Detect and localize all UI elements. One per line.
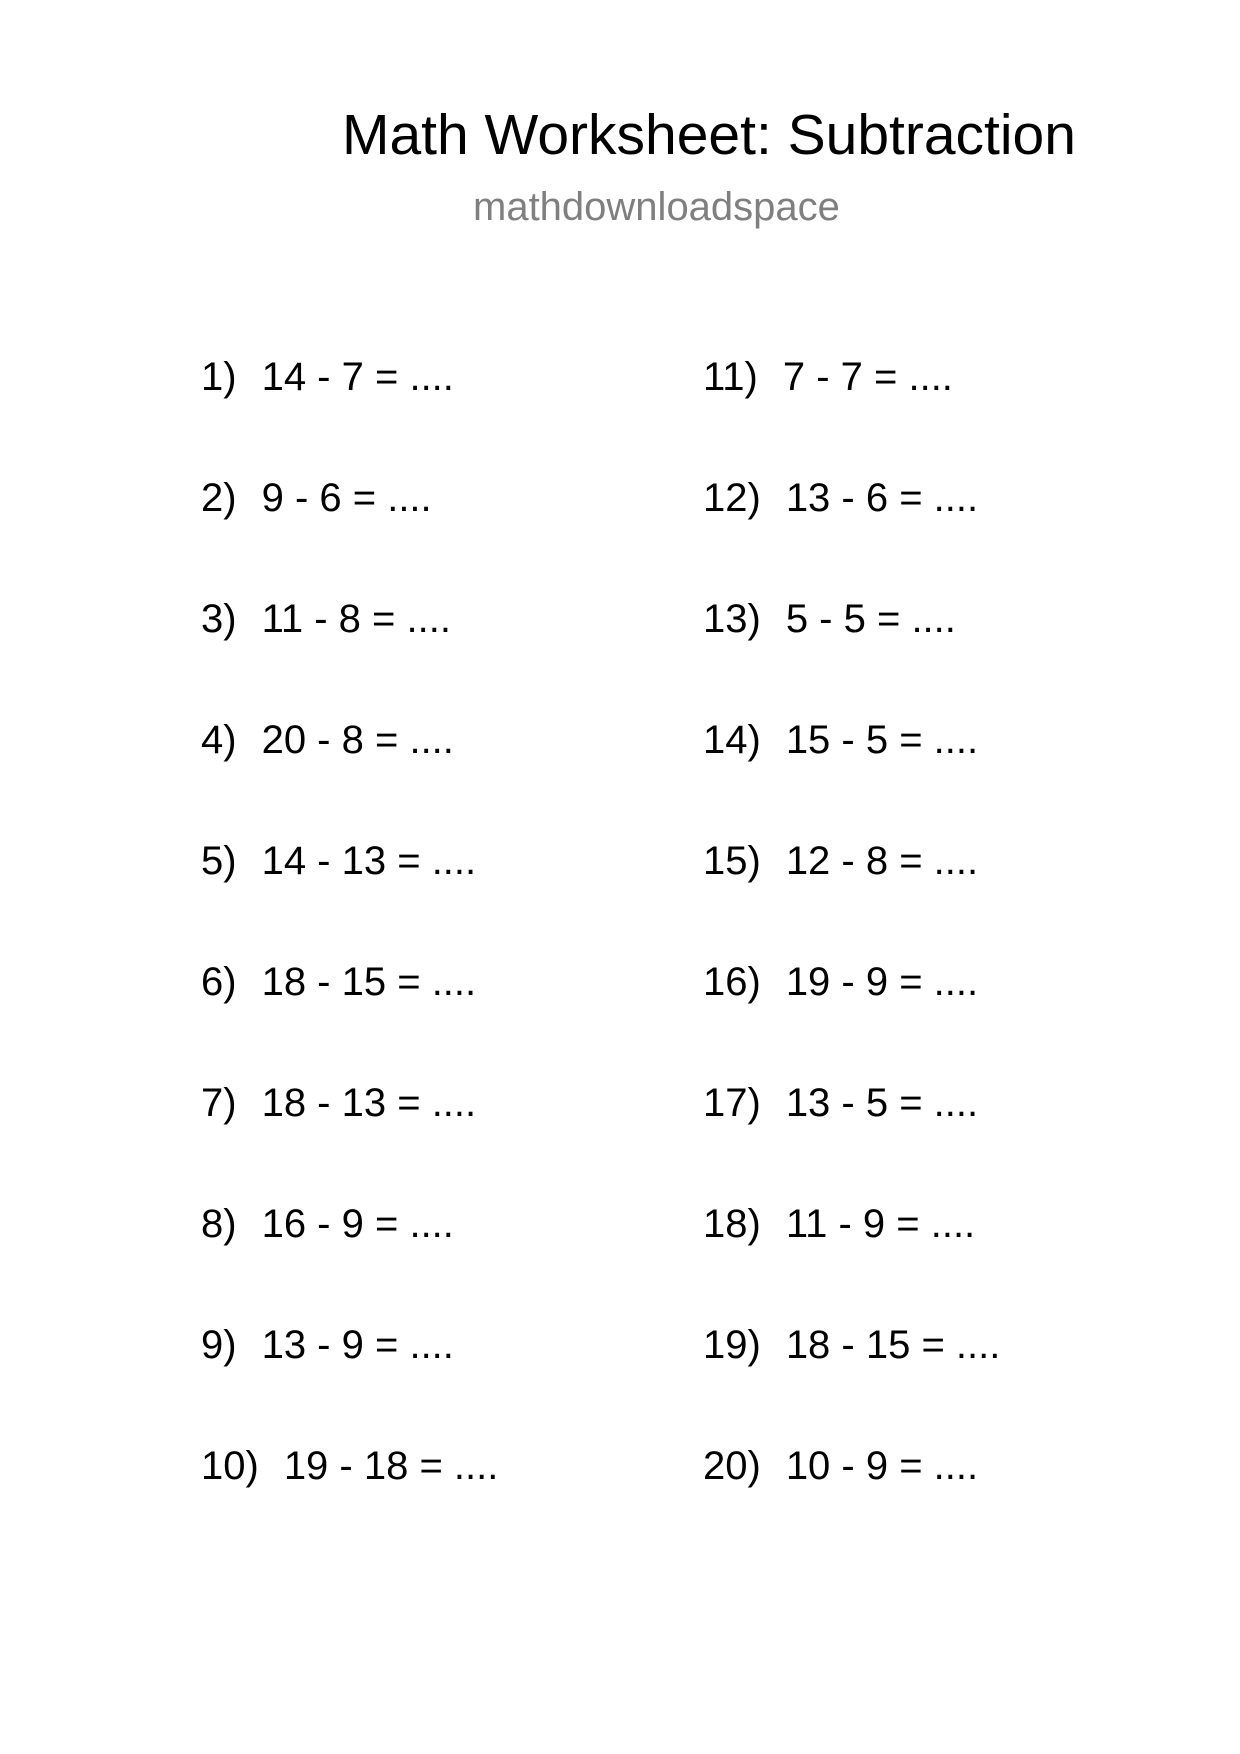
problem-item (703, 957, 1223, 1078)
problem-expression: 19 - 9 = .... (785, 960, 979, 1004)
problem-number: 18) (703, 1202, 761, 1246)
problem-expression: 19 - 18 = .... (283, 1444, 499, 1488)
problem-expression: 7 - 7 = .... (782, 355, 953, 399)
problem-number: 17) (703, 1081, 761, 1125)
problem-expression: 14 - 7 = .... (261, 355, 454, 399)
problem-expression: 12 - 8 = .... (785, 839, 979, 883)
problem-number: 5) (201, 839, 237, 883)
problem-expression: 11 - 8 = .... (261, 597, 451, 641)
problem-item (201, 1320, 721, 1441)
problem-expression: 20 - 8 = .... (261, 718, 454, 762)
problem-item (201, 352, 721, 473)
problem-number: 16) (703, 960, 761, 1004)
problem-expression: 9 - 6 = .... (261, 476, 432, 520)
problem-expression: 13 - 6 = .... (785, 476, 979, 520)
problem-number: 12) (703, 476, 761, 520)
problem-item (703, 715, 1223, 836)
problem-item (201, 594, 721, 715)
problem-expression: 13 - 5 = .... (785, 1081, 979, 1125)
problem-number: 19) (703, 1323, 761, 1367)
problem-number: 7) (201, 1081, 237, 1125)
problem-expression: 15 - 5 = .... (785, 718, 979, 762)
problem-number: 1) (201, 355, 237, 399)
problem-expression: 11 - 9 = .... (785, 1202, 976, 1246)
problem-item (703, 352, 1223, 473)
problem-number: 20) (703, 1444, 761, 1488)
problem-number: 13) (703, 597, 761, 641)
problem-number: 9) (201, 1323, 237, 1367)
problem-item (201, 1441, 721, 1562)
problem-item (201, 957, 721, 1078)
worksheet-title: Math Worksheet: Subtraction (342, 103, 1076, 167)
problem-number: 15) (703, 839, 761, 883)
problem-item (201, 1199, 721, 1320)
problem-item (703, 473, 1223, 594)
problem-number: 4) (201, 718, 237, 762)
problem-expression: 18 - 13 = .... (261, 1081, 477, 1125)
problem-item (201, 715, 721, 836)
problem-number: 11) (703, 355, 758, 399)
problem-item (201, 1078, 721, 1199)
problem-item (703, 1320, 1223, 1441)
worksheet-subtitle: mathdownloadspace (473, 185, 840, 229)
problem-item (703, 1078, 1223, 1199)
problem-expression: 18 - 15 = .... (261, 960, 477, 1004)
problem-expression: 18 - 15 = .... (785, 1323, 1001, 1367)
problem-number: 6) (201, 960, 237, 1004)
problem-item (703, 1199, 1223, 1320)
problem-expression: 13 - 9 = .... (261, 1323, 454, 1367)
problem-item (703, 594, 1223, 715)
problem-column-right (703, 352, 1223, 1562)
problem-item (703, 1441, 1223, 1562)
problem-expression: 14 - 13 = .... (261, 839, 477, 883)
problem-number: 14) (703, 718, 761, 762)
problem-item (201, 473, 721, 594)
problem-number: 8) (201, 1202, 237, 1246)
problem-item (703, 836, 1223, 957)
problem-column-left (201, 352, 721, 1562)
problem-expression: 5 - 5 = .... (785, 597, 956, 641)
problem-number: 2) (201, 476, 237, 520)
problem-expression: 10 - 9 = .... (785, 1444, 979, 1488)
problem-number: 10) (201, 1444, 259, 1488)
problem-item (201, 836, 721, 957)
problem-number: 3) (201, 597, 237, 641)
problem-expression: 16 - 9 = .... (261, 1202, 454, 1246)
